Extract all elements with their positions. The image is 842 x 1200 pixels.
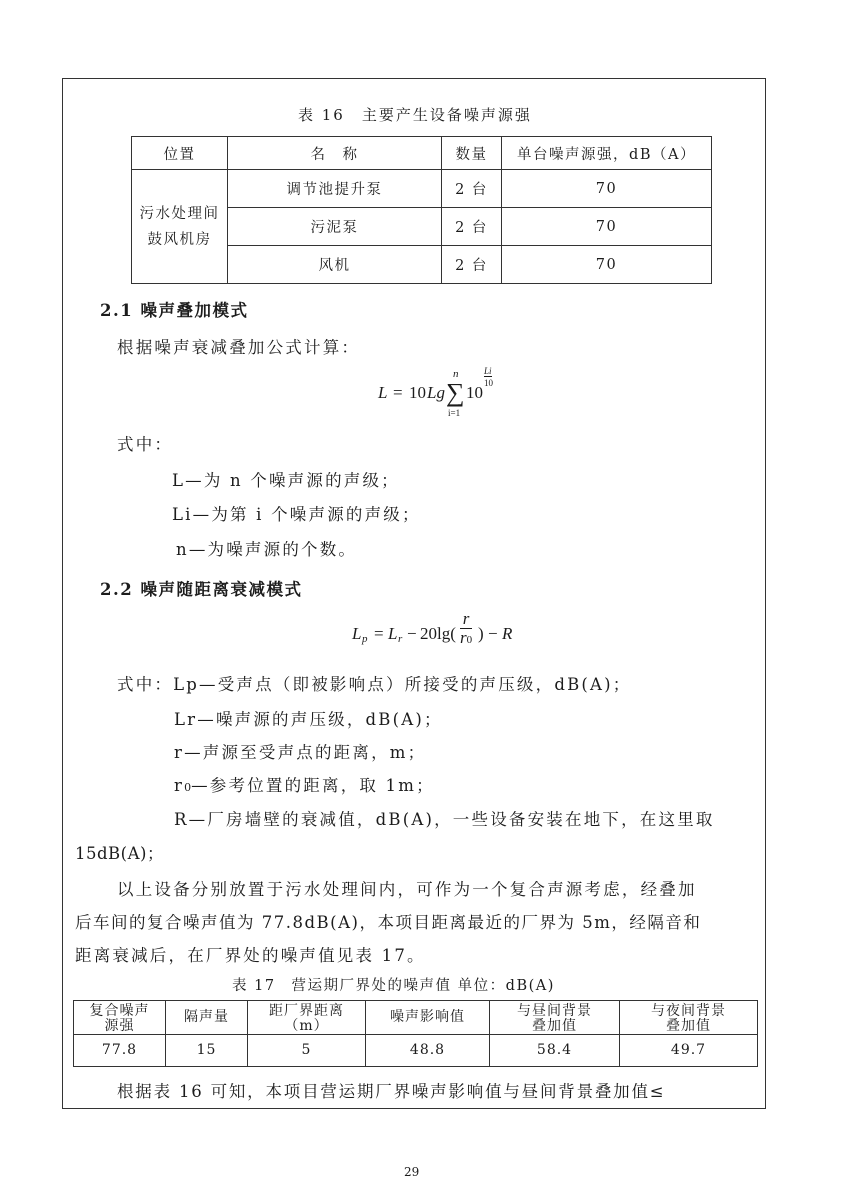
table16-header-cell: 名 称 — [228, 137, 442, 170]
table17-caption: 表 17 营运期厂界处的噪声值 单位：dB(A) — [232, 978, 555, 994]
table16 — [131, 136, 712, 284]
distance-attenuation-formula: L p = L r − 20lg( $\frac{r}{r0}$ ) − R — [352, 609, 513, 647]
equipment-name: 调节池提升泵 — [228, 170, 442, 208]
definition-line: R—厂房墙壁的衰减值，dB(A)，一些设备安装在地下，在这里取 — [174, 810, 715, 829]
definition-line: r—声源至受声点的距离，m； — [174, 743, 427, 762]
equipment-qty: 2 台 — [442, 170, 502, 208]
section-2-1-heading: 2.1 噪声叠加模式 — [100, 301, 249, 320]
table17-header-cell: 距厂界距离 （m） — [248, 1001, 366, 1035]
definition-line: Lr—噪声源的声压级，dB(A)； — [174, 710, 443, 729]
definition-line: n—为噪声源的个数。 — [176, 540, 358, 559]
table-row — [74, 1035, 758, 1067]
equipment-name: 风机 — [228, 246, 442, 284]
where-label: 式中： — [117, 435, 174, 454]
table17-value: 48.8 — [366, 1035, 490, 1067]
definition-line: Li—为第 i 个噪声源的声级； — [172, 505, 421, 524]
location-line: 污水处理间 — [139, 205, 220, 222]
table17-value: 15 — [166, 1035, 248, 1067]
table16-location-cell — [132, 170, 228, 284]
table17-value: 49.7 — [620, 1035, 758, 1067]
definition-line: r0—参考位置的距离，取 1m； — [174, 776, 435, 795]
table17-value: 77.8 — [74, 1035, 166, 1067]
table16-header-cell: 位置 — [132, 137, 228, 170]
page-number: 29 — [404, 1165, 420, 1179]
definition-line: L—为 n 个噪声源的声级； — [172, 471, 400, 490]
equipment-qty: 2 台 — [442, 208, 502, 246]
table17-value: 5 — [248, 1035, 366, 1067]
equipment-level: 70 — [502, 246, 712, 284]
closing-line: 根据表 16 可知，本项目营运期厂界噪声影响值与昼间背景叠加值≤ — [117, 1082, 666, 1101]
table17-value: 58.4 — [490, 1035, 620, 1067]
equipment-level: 70 — [502, 170, 712, 208]
equipment-name: 污泥泵 — [228, 208, 442, 246]
paragraph-line: 以上设备分别放置于污水处理间内，可作为一个复合声源考虑，经叠加 — [117, 880, 697, 899]
section-2-1-intro: 根据噪声衰减叠加公式计算： — [117, 338, 361, 357]
section-2-2-heading: 2.2 噪声随距离衰减模式 — [100, 580, 303, 599]
table-row — [132, 170, 712, 208]
table17 — [73, 1000, 758, 1067]
table17-header-cell: 噪声影响值 — [366, 1001, 490, 1035]
equipment-qty: 2 台 — [442, 246, 502, 284]
table17-header-cell: 与夜间背景 叠加值 — [620, 1001, 758, 1035]
table16-header-cell: 数量 — [442, 137, 502, 170]
table17-header-cell: 与昼间背景 叠加值 — [490, 1001, 620, 1035]
table16-header-cell: 单台噪声源强，dB（A） — [502, 137, 712, 170]
definition-continuation: 15dB(A)； — [75, 844, 164, 863]
table17-header-cell: 隔声量 — [166, 1001, 248, 1035]
table17-header-row — [74, 1001, 758, 1035]
definition-line: 式中：Lp—受声点（即被影响点）所接受的声压级，dB(A)； — [117, 675, 632, 694]
paragraph-line: 后车间的复合噪声值为 77.8dB(A)，本项目距离最近的厂界为 5m，经隔音和 — [75, 913, 702, 932]
noise-sum-formula: L = 10 Lg ∑ n i=1 10 Li 10 — [378, 366, 493, 418]
equipment-level: 70 — [502, 208, 712, 246]
table17-header-cell: 复合噪声 源强 — [74, 1001, 166, 1035]
location-line: 鼓风机房 — [147, 231, 212, 248]
paragraph-line: 距离衰减后，在厂界处的噪声值见表 17。 — [75, 946, 426, 965]
table16-header-row — [132, 137, 712, 170]
table16-caption: 表 16 主要产生设备噪声源强 — [298, 106, 532, 124]
